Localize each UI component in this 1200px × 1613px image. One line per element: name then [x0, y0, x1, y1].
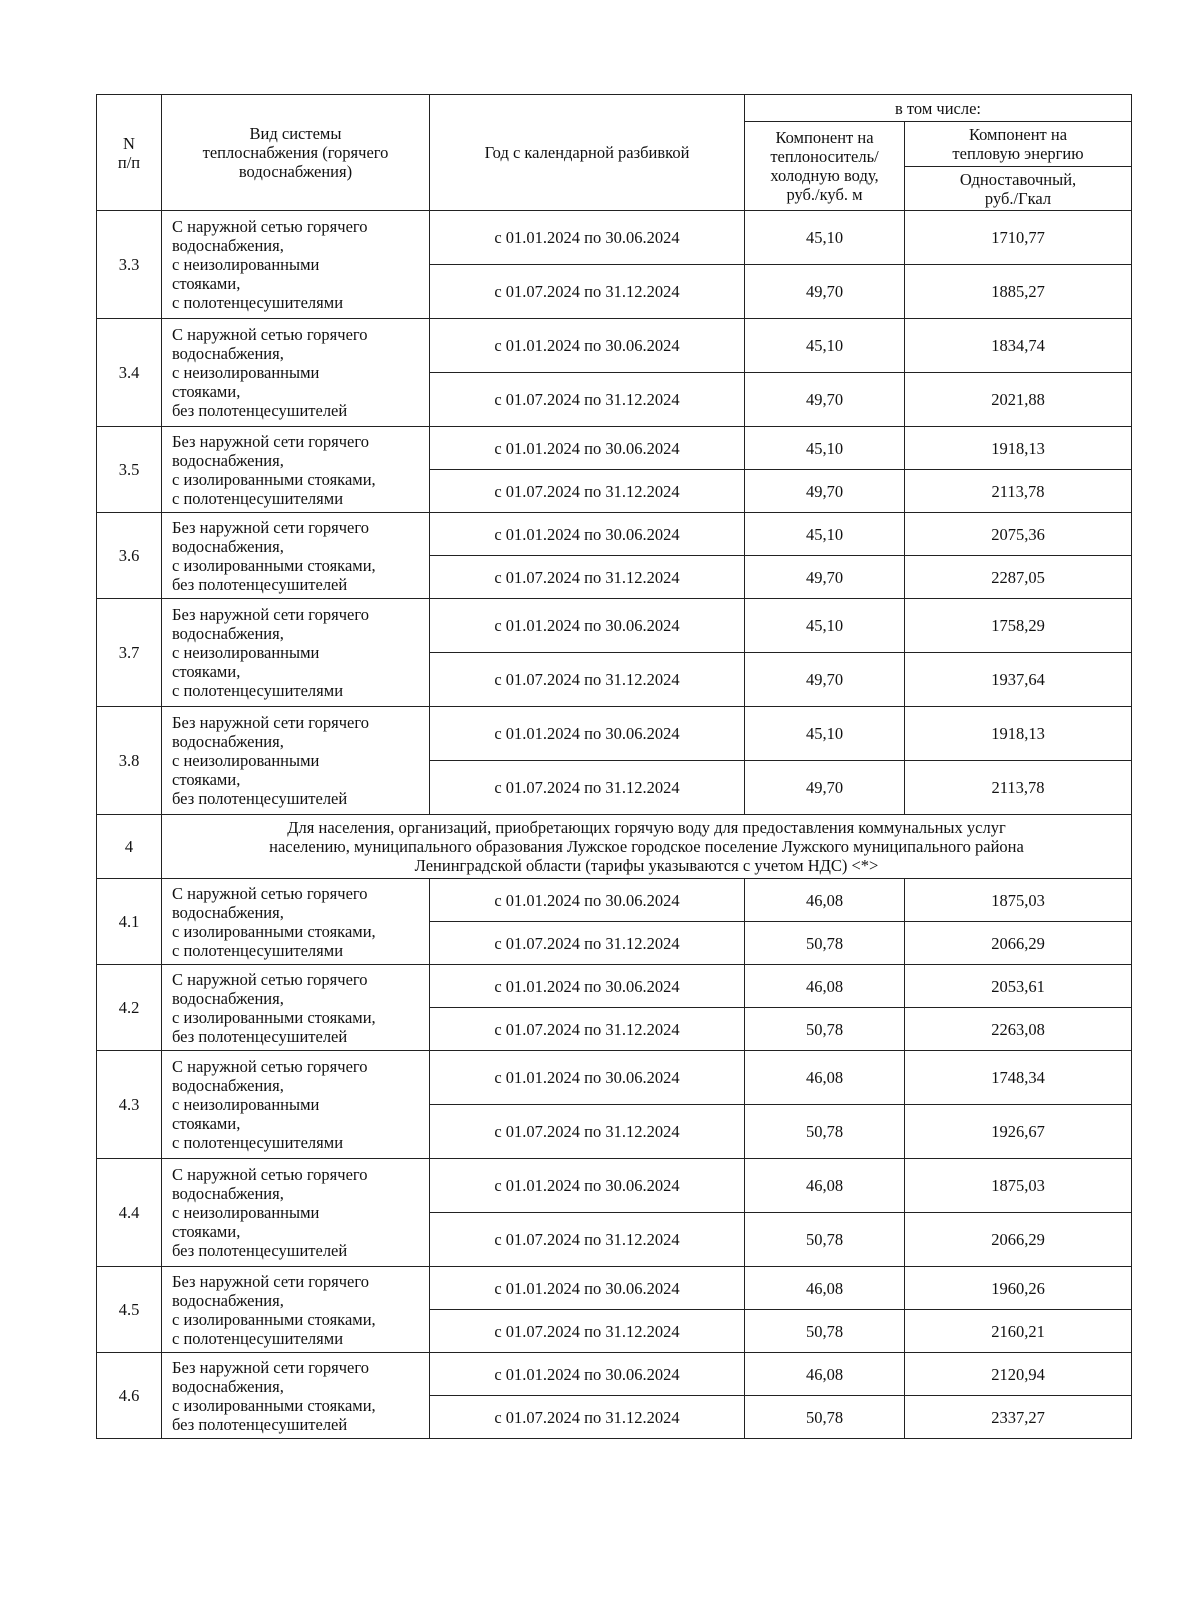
system-type-line: с изолированными стояками, — [172, 1007, 376, 1027]
system-type — [162, 707, 430, 815]
heat-component-value: 2066,29 — [905, 922, 1132, 965]
system-type-line: стояками, — [172, 770, 241, 789]
system-type-line: с полотенцесушителями — [172, 1328, 344, 1348]
water-component-value: 49,70 — [745, 373, 905, 427]
water-component-value: 49,70 — [745, 556, 905, 599]
period-cell: с 01.07.2024 по 31.12.2024 — [430, 556, 745, 599]
water-component-value: 50,78 — [745, 1008, 905, 1051]
header-num-line: п/п — [117, 152, 141, 172]
header-system-line: Вид системы — [249, 124, 342, 143]
system-type-line: водоснабжения, — [172, 988, 284, 1008]
system-type-line: с полотенцесушителями — [172, 293, 344, 312]
period-cell: с 01.07.2024 по 31.12.2024 — [430, 1105, 745, 1159]
system-type-line: с полотенцесушителями — [172, 940, 344, 960]
system-type-line: Без наружной сети горячего — [172, 713, 369, 732]
period-cell: с 01.01.2024 по 30.06.2024 — [430, 1353, 745, 1396]
header-heat-sub-line: Одноставочный, — [959, 169, 1077, 189]
water-component-value: 46,08 — [745, 965, 905, 1008]
system-type-line: стояками, — [172, 1114, 241, 1133]
heat-component-value: 2075,36 — [905, 513, 1132, 556]
water-component-value: 49,70 — [745, 470, 905, 513]
system-type-line: водоснабжения, — [172, 236, 284, 255]
heat-component-value: 1937,64 — [905, 653, 1132, 707]
heat-component-value: 1710,77 — [905, 211, 1132, 265]
system-type-line: без полотенцесушителей — [172, 789, 348, 808]
section-title-line: Ленинградской области (тарифы указываются с учетом НДС) <*> — [414, 856, 879, 875]
system-type — [162, 319, 430, 427]
row-number: 4.1 — [97, 879, 162, 965]
system-type — [162, 1159, 430, 1267]
system-type-line: водоснабжения, — [172, 1376, 284, 1396]
system-type-line: с полотенцесушителями — [172, 488, 344, 508]
system-type-line: С наружной сетью горячего — [172, 883, 368, 903]
period-cell: с 01.01.2024 по 30.06.2024 — [430, 879, 745, 922]
system-type-line: с изолированными стояками, — [172, 921, 376, 941]
system-type-line: стояками, — [172, 662, 241, 681]
system-type-line: с неизолированными — [172, 643, 320, 662]
system-type — [162, 211, 430, 319]
header-system-line: водоснабжения) — [238, 162, 353, 181]
table-row — [97, 1159, 1132, 1213]
table-row — [97, 965, 1132, 1008]
system-type-line: с изолированными стояками, — [172, 555, 376, 575]
system-type-line: водоснабжения, — [172, 1076, 284, 1095]
system-type — [162, 599, 430, 707]
heat-component-value: 1875,03 — [905, 879, 1132, 922]
system-type-line: водоснабжения, — [172, 344, 284, 363]
system-type-line: стояками, — [172, 274, 241, 293]
row-number: 3.3 — [97, 211, 162, 319]
period-cell: с 01.07.2024 по 31.12.2024 — [430, 373, 745, 427]
heat-component-value: 1748,34 — [905, 1051, 1132, 1105]
system-type-line: с неизолированными — [172, 1095, 320, 1114]
header-system — [162, 95, 430, 211]
header-period: Год с календарной разбивкой — [430, 95, 745, 211]
period-cell: с 01.01.2024 по 30.06.2024 — [430, 1267, 745, 1310]
system-type-line: Без наружной сети горячего — [172, 431, 369, 451]
header-heat-component — [905, 122, 1132, 167]
system-type-line: стояками, — [172, 1222, 241, 1241]
water-component-value: 46,08 — [745, 879, 905, 922]
period-cell: с 01.07.2024 по 31.12.2024 — [430, 1396, 745, 1439]
row-number: 3.6 — [97, 513, 162, 599]
table-row — [97, 599, 1132, 653]
system-type — [162, 1353, 430, 1439]
system-type-line: с изолированными стояками, — [172, 1309, 376, 1329]
period-cell: с 01.01.2024 по 30.06.2024 — [430, 1051, 745, 1105]
heat-component-value: 2066,29 — [905, 1213, 1132, 1267]
system-type-line: без полотенцесушителей — [172, 1414, 348, 1434]
section-row — [97, 815, 1132, 879]
period-cell: с 01.07.2024 по 31.12.2024 — [430, 1213, 745, 1267]
section-title-line: Для населения, организаций, приобретающих горячую воду для предоставления коммунальных услуг — [287, 818, 1006, 837]
system-type-line: без полотенцесушителей — [172, 401, 348, 420]
period-cell: с 01.01.2024 по 30.06.2024 — [430, 319, 745, 373]
row-number: 3.4 — [97, 319, 162, 427]
table-row — [97, 319, 1132, 373]
water-component-value: 45,10 — [745, 427, 905, 470]
system-type — [162, 965, 430, 1051]
system-type-line: без полотенцесушителей — [172, 1241, 348, 1260]
period-cell: с 01.01.2024 по 30.06.2024 — [430, 965, 745, 1008]
period-cell: с 01.07.2024 по 31.12.2024 — [430, 1310, 745, 1353]
heat-component-value: 1960,26 — [905, 1267, 1132, 1310]
header-num — [97, 95, 162, 211]
header-heat-single-rate — [905, 167, 1132, 211]
system-type-line: с неизолированными — [172, 751, 320, 770]
header-water-line: холодную воду, — [770, 166, 879, 185]
period-cell: с 01.01.2024 по 30.06.2024 — [430, 599, 745, 653]
row-number: 4.4 — [97, 1159, 162, 1267]
heat-component-value: 2053,61 — [905, 965, 1132, 1008]
heat-component-value: 1918,13 — [905, 427, 1132, 470]
heat-component-value: 1926,67 — [905, 1105, 1132, 1159]
header-water-line: теплоноситель/ — [770, 147, 879, 166]
table-row — [97, 211, 1132, 265]
water-component-value: 45,10 — [745, 513, 905, 556]
system-type-line: С наружной сетью горячего — [172, 1165, 368, 1184]
system-type-line: Без наружной сети горячего — [172, 517, 369, 537]
section-title-line: населению, муниципального образования Лужское городское поселение Лужского муниципального района — [269, 837, 1024, 856]
water-component-value: 50,78 — [745, 1310, 905, 1353]
row-number: 4.2 — [97, 965, 162, 1051]
water-component-value: 45,10 — [745, 599, 905, 653]
heat-component-value: 1758,29 — [905, 599, 1132, 653]
period-cell: с 01.01.2024 по 30.06.2024 — [430, 427, 745, 470]
water-component-value: 46,08 — [745, 1051, 905, 1105]
system-type-line: водоснабжения, — [172, 1290, 284, 1310]
row-number: 3.8 — [97, 707, 162, 815]
water-component-value: 46,08 — [745, 1353, 905, 1396]
system-type-line: С наружной сетью горячего — [172, 217, 368, 236]
system-type-line: С наружной сетью горячего — [172, 969, 368, 989]
section-number: 4 — [97, 815, 162, 879]
heat-component-value: 2021,88 — [905, 373, 1132, 427]
system-type-line: без полотенцесушителей — [172, 1026, 348, 1046]
water-component-value: 45,10 — [745, 707, 905, 761]
water-component-value: 50,78 — [745, 922, 905, 965]
heat-component-value: 2160,21 — [905, 1310, 1132, 1353]
period-cell: с 01.07.2024 по 31.12.2024 — [430, 1008, 745, 1051]
system-type-line: С наружной сетью горячего — [172, 325, 368, 344]
period-cell: с 01.07.2024 по 31.12.2024 — [430, 653, 745, 707]
system-type-line: с неизолированными — [172, 1203, 320, 1222]
header-water-line: Компонент на — [775, 128, 874, 147]
tariff-table-body — [97, 95, 1132, 1439]
period-cell: с 01.01.2024 по 30.06.2024 — [430, 707, 745, 761]
system-type-line: с изолированными стояками, — [172, 1395, 376, 1415]
system-type-line: водоснабжения, — [172, 624, 284, 643]
system-type-line: с полотенцесушителями — [172, 1133, 344, 1152]
header-num-line: N — [123, 133, 135, 153]
table-row — [97, 707, 1132, 761]
table-row — [97, 1267, 1132, 1310]
heat-component-value: 1885,27 — [905, 265, 1132, 319]
heat-component-value: 2263,08 — [905, 1008, 1132, 1051]
system-type-line: Без наружной сети горячего — [172, 605, 369, 624]
header-water-line: руб./куб. м — [786, 185, 863, 204]
period-cell: с 01.01.2024 по 30.06.2024 — [430, 211, 745, 265]
water-component-value: 49,70 — [745, 265, 905, 319]
water-component-value: 46,08 — [745, 1159, 905, 1213]
period-cell: с 01.07.2024 по 31.12.2024 — [430, 761, 745, 815]
table-row — [97, 427, 1132, 470]
heat-component-value: 2120,94 — [905, 1353, 1132, 1396]
period-cell: с 01.01.2024 по 30.06.2024 — [430, 513, 745, 556]
table-row — [97, 513, 1132, 556]
header-heat-sub-line: руб./Гкал — [984, 188, 1052, 208]
system-type — [162, 1267, 430, 1353]
system-type-line: с неизолированными — [172, 255, 320, 274]
header-system-line: теплоснабжения (горячего — [202, 143, 389, 162]
system-type-line: водоснабжения, — [172, 536, 284, 556]
heat-component-value: 2113,78 — [905, 761, 1132, 815]
heat-component-value: 1918,13 — [905, 707, 1132, 761]
heat-component-value: 2113,78 — [905, 470, 1132, 513]
system-type — [162, 1051, 430, 1159]
system-type-line: водоснабжения, — [172, 1184, 284, 1203]
header-including: в том числе: — [745, 95, 1132, 122]
heat-component-value: 2287,05 — [905, 556, 1132, 599]
row-number: 3.5 — [97, 427, 162, 513]
system-type-line: с изолированными стояками, — [172, 469, 376, 489]
header-water-component — [745, 122, 905, 211]
water-component-value: 45,10 — [745, 319, 905, 373]
table-row — [97, 1353, 1132, 1396]
water-component-value: 45,10 — [745, 211, 905, 265]
system-type-line: водоснабжения, — [172, 902, 284, 922]
period-cell: с 01.07.2024 по 31.12.2024 — [430, 922, 745, 965]
system-type-line: без полотенцесушителей — [172, 574, 348, 594]
water-component-value: 50,78 — [745, 1213, 905, 1267]
water-component-value: 49,70 — [745, 761, 905, 815]
heat-component-value: 1834,74 — [905, 319, 1132, 373]
water-component-value: 50,78 — [745, 1105, 905, 1159]
row-number: 4.5 — [97, 1267, 162, 1353]
system-type-line: С наружной сетью горячего — [172, 1057, 368, 1076]
header-heat-line: тепловую энергию — [952, 144, 1084, 163]
period-cell: с 01.01.2024 по 30.06.2024 — [430, 1159, 745, 1213]
system-type — [162, 427, 430, 513]
period-cell: с 01.07.2024 по 31.12.2024 — [430, 470, 745, 513]
system-type-line: Без наружной сети горячего — [172, 1357, 369, 1377]
period-cell: с 01.07.2024 по 31.12.2024 — [430, 265, 745, 319]
tariff-table — [96, 94, 1132, 1439]
heat-component-value: 2337,27 — [905, 1396, 1132, 1439]
system-type — [162, 879, 430, 965]
table-row — [97, 1051, 1132, 1105]
system-type-line: водоснабжения, — [172, 732, 284, 751]
water-component-value: 46,08 — [745, 1267, 905, 1310]
row-number: 3.7 — [97, 599, 162, 707]
water-component-value: 49,70 — [745, 653, 905, 707]
system-type-line: с полотенцесушителями — [172, 681, 344, 700]
section-title — [162, 815, 1132, 879]
table-row — [97, 879, 1132, 922]
water-component-value: 50,78 — [745, 1396, 905, 1439]
system-type-line: с неизолированными — [172, 363, 320, 382]
system-type-line: стояками, — [172, 382, 241, 401]
heat-component-value: 1875,03 — [905, 1159, 1132, 1213]
row-number: 4.3 — [97, 1051, 162, 1159]
row-number: 4.6 — [97, 1353, 162, 1439]
system-type-line: водоснабжения, — [172, 450, 284, 470]
system-type-line: Без наружной сети горячего — [172, 1271, 369, 1291]
header-heat-line: Компонент на — [968, 125, 1068, 144]
header-row-1 — [97, 95, 1132, 122]
system-type — [162, 513, 430, 599]
